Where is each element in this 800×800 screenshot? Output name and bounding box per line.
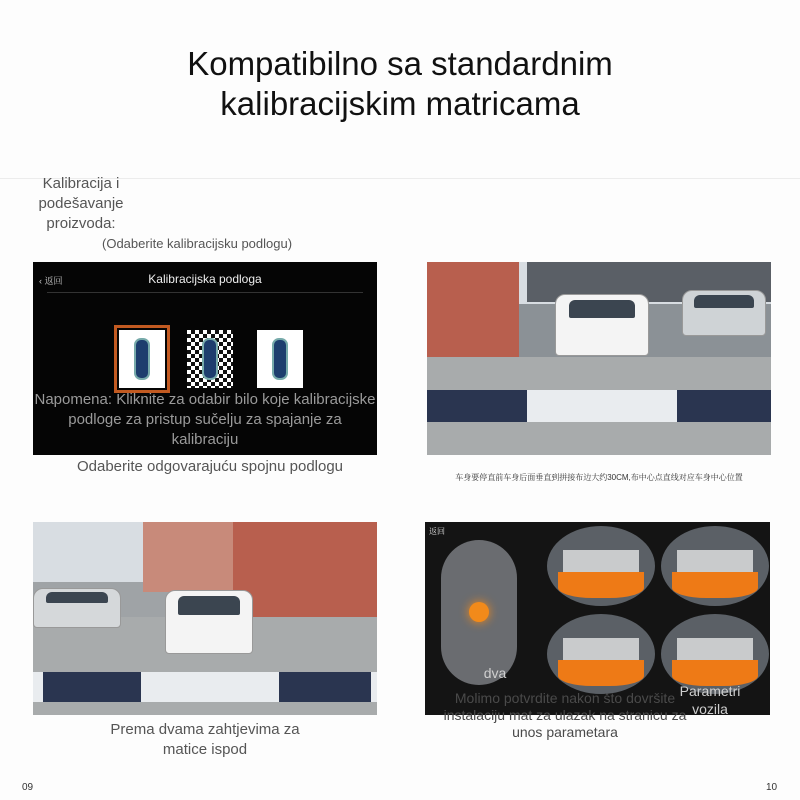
caption-3: Prema dvama zahtjevima za matice ispod [110, 721, 300, 758]
note-text: Napomena: Kliknite za odabir bilo koje kalibracijske podloge za pristup sučelju za spajanje za kalibraciju [34, 391, 376, 448]
camera-left [547, 614, 655, 694]
calibration-mat [427, 390, 771, 422]
camera-front [547, 526, 655, 606]
surround-view-screen [425, 522, 770, 715]
calibration-mat [33, 672, 377, 702]
mat-option-1[interactable] [119, 330, 165, 388]
car-icon [469, 602, 489, 622]
car-icon [272, 338, 288, 380]
car [555, 294, 649, 356]
intro-label: Kalibracija i podešavanje proizvoda: [38, 175, 124, 232]
caption-1: Odaberite odgovarajuću spojnu podlogu [76, 458, 344, 475]
intro-sub: (Odaberite kalibracijsku podlogu) [102, 236, 293, 251]
mat-option-2[interactable] [187, 330, 233, 388]
calibration-screen [33, 262, 377, 455]
back-button[interactable]: 返回 [429, 527, 445, 536]
caption-4: Molimo potvrdite nakon što dovršite instalaciju mat za ulazak na stranicu za unos parametara [443, 690, 687, 740]
back-button[interactable]: ‹ 返回 [39, 276, 63, 286]
mat-option-3[interactable] [257, 330, 303, 388]
vehicle-params-button[interactable]: Parametri vozila [679, 683, 741, 715]
page-number-right: 10 [766, 782, 778, 793]
car [33, 588, 121, 628]
page-title: Kompatibilno sa standardnim kalibracijskim matricama [187, 45, 613, 122]
divider [47, 292, 363, 293]
car-icon [202, 338, 218, 380]
page-number-left: 09 [22, 782, 34, 793]
car [682, 290, 766, 336]
car [165, 590, 253, 654]
car-icon [134, 338, 150, 380]
caption-2: 车身要停直前车身后面垂直到拼接布边大约30CM,布中心点直线对应车身中心位置 [455, 473, 743, 482]
screen-header: Kalibracijska podloga [148, 272, 262, 286]
parking-photo-1 [427, 262, 771, 455]
dva-label: dva [483, 665, 507, 681]
camera-rear [661, 526, 769, 606]
parking-photo-2 [33, 522, 377, 715]
